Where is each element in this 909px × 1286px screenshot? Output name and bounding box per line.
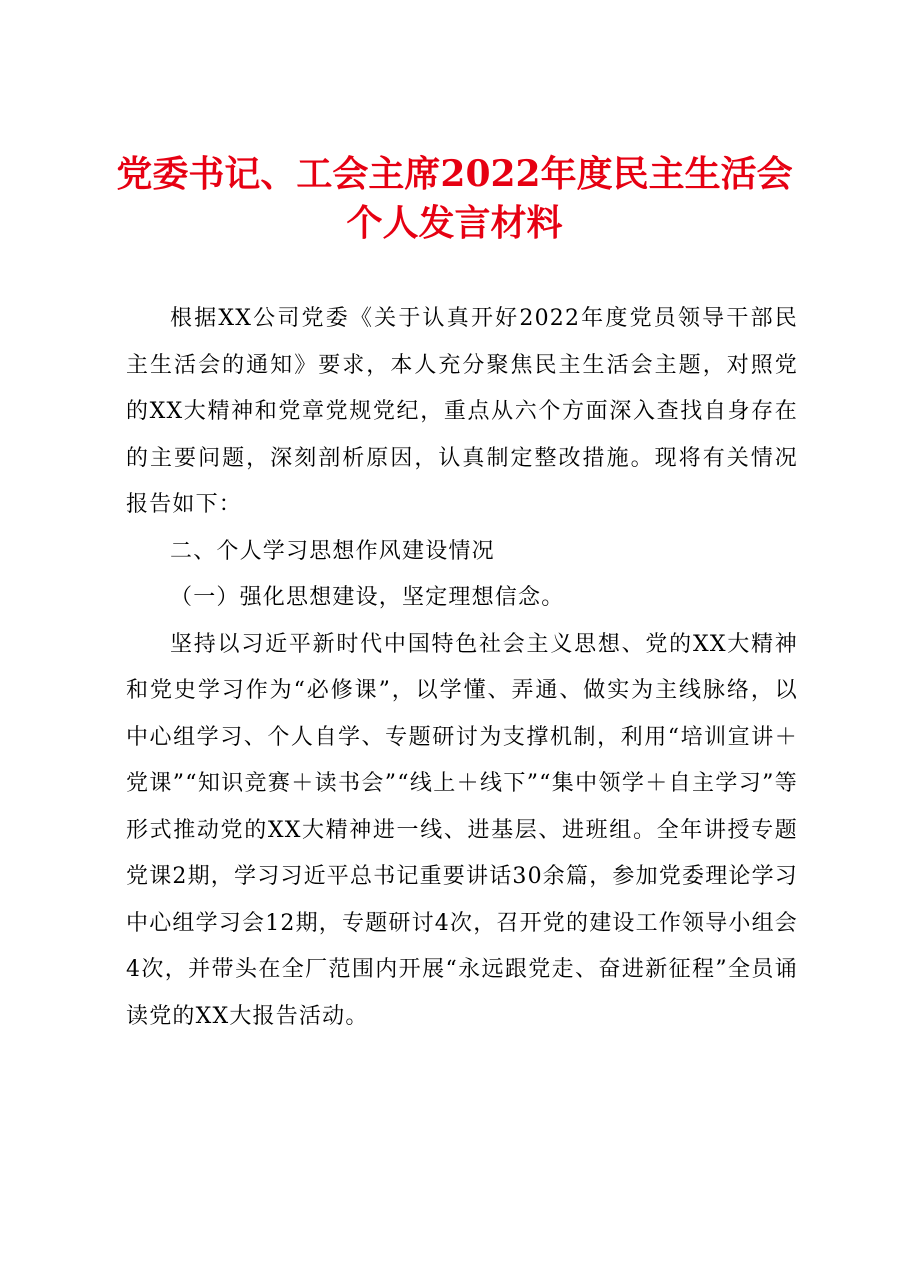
subsection-heading: （一）强化思想建设，坚定理想信念。 <box>170 585 565 610</box>
document-title: 党委书记、工会主席2022年度民主生活会个人发言材料 <box>116 153 793 244</box>
intro-paragraph: 根据XX公司党委《关于认真开好2022年度党员领导干部民主生活会的通知》要求，本人充分聚焦民主生活会主题，对照党的XX大精神和党章党规党纪，重点从六个方面深入查找自身存在的主要问题，深刻剖析原因，认真制定整改措施。现将有关情况报告如下： <box>126 306 798 517</box>
body-paragraph: 坚持以习近平新时代中国特色社会主义思想、党的XX大精神和党史学习作为“必修课”，以学懂、弄通、做实为主线脉络，以中心组学习、个人自学、专题研讨为支撑机制，利用“培训宣讲＋党课”“知识竞赛＋读书会”“线上＋线下”“集中领学＋自主学习”等形式推动党的XX大精神进一线、进基层、进班组。全年讲授专题党课2期，学习习近平总书记重要讲话30余篇，参加党委理论学习中心组学习会12期，专题研讨4次，召开党的建设工作领导小组会4次，并带头在全厂范围内开展“永远跟党走、奋进新征程”全员诵读党的XX大报告活动。 <box>126 631 798 1029</box>
section-heading: 二、个人学习思想作风建设情况 <box>170 538 495 564</box>
document-body <box>126 296 798 1040</box>
